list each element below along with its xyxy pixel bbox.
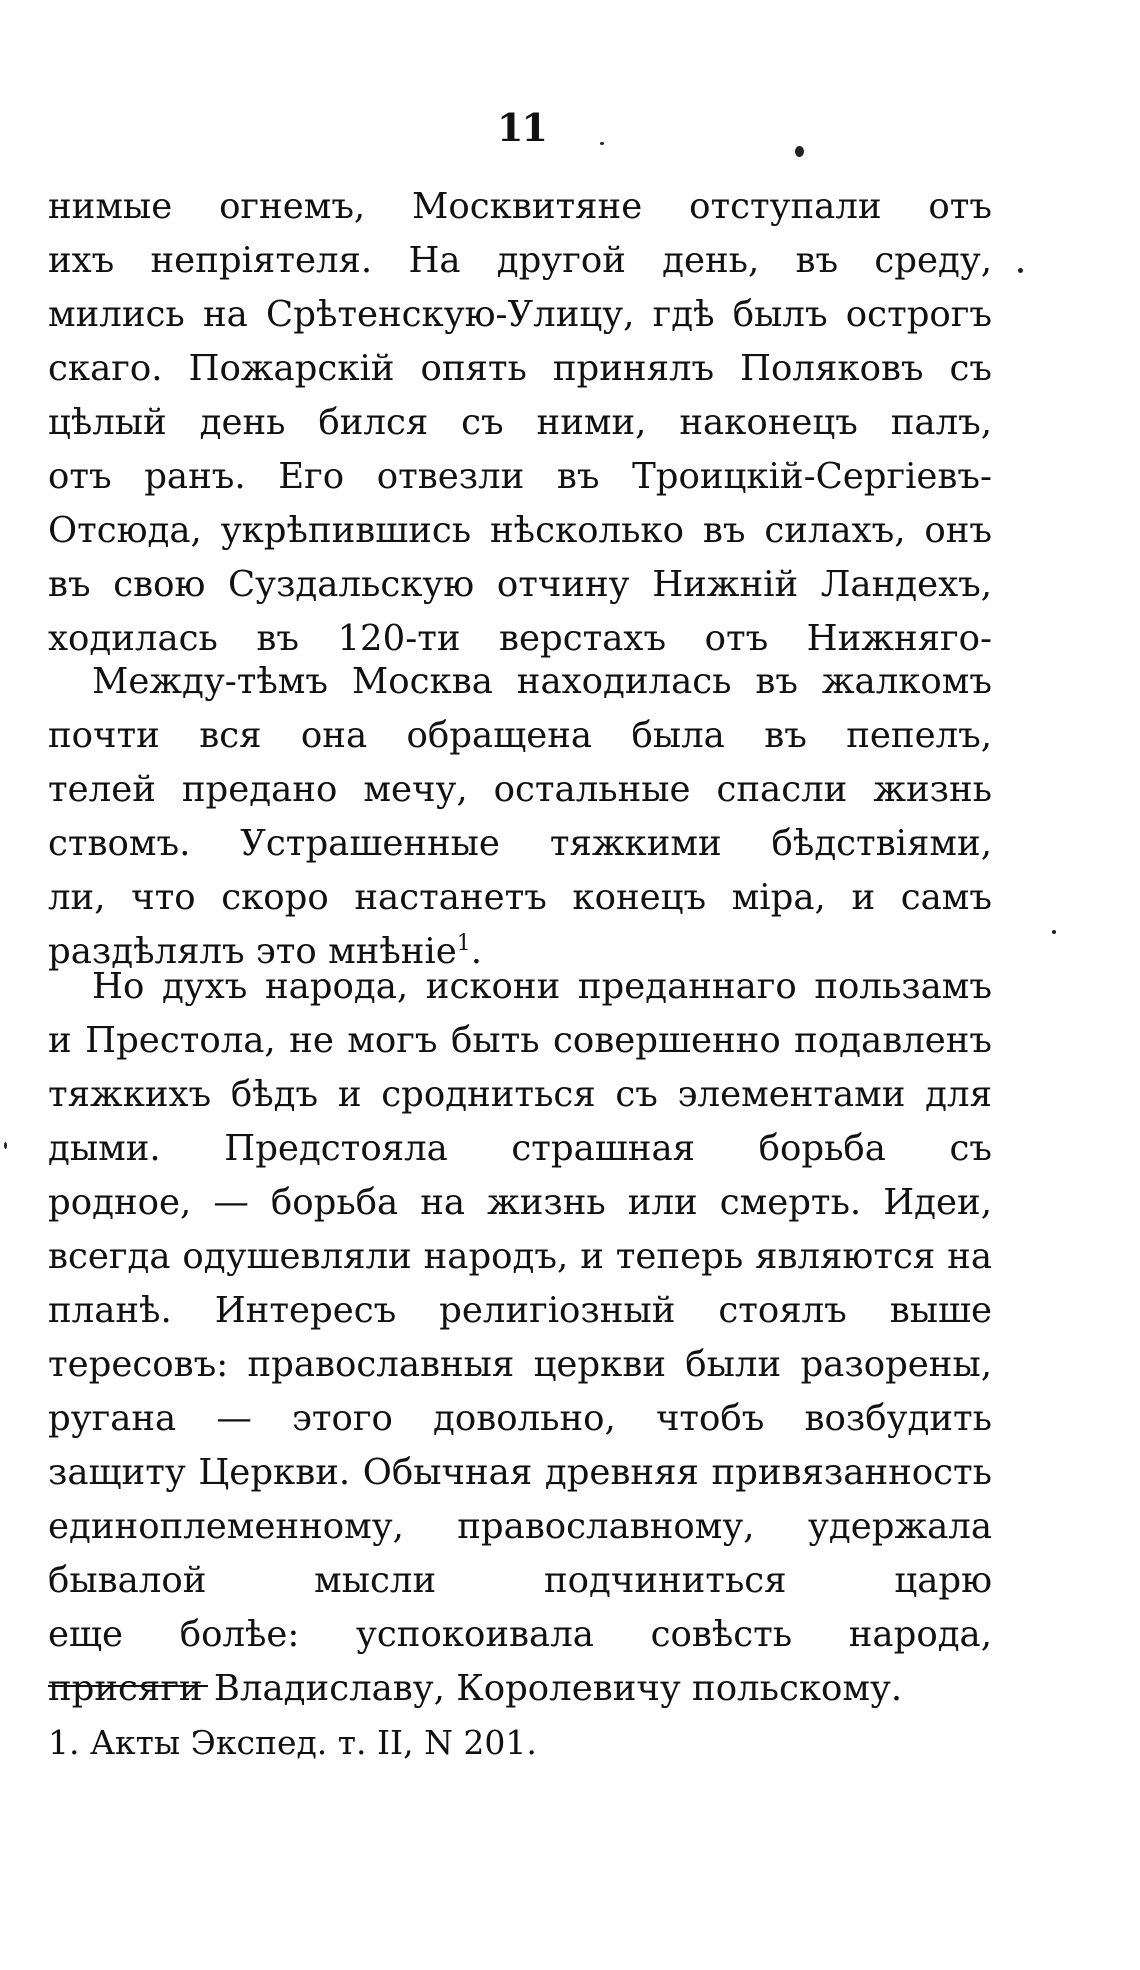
text-line: родное, — борьба на жизнь или смерть. Идеи, <box>48 1182 992 1223</box>
text-line: ходилась въ 120-ти верстахъ отъ Нижняго- <box>48 618 992 659</box>
text-line: скаго. Пожарскій опять принялъ Поляковъ съ <box>48 348 992 389</box>
text-line: въ свою Суздальскую отчину Нижній Ландехъ, <box>48 564 992 605</box>
text-line: Отсюда, укрѣпившись нѣсколько въ силахъ, онъ <box>48 510 992 551</box>
ink-speck <box>1018 268 1023 273</box>
text-line: ихъ непріятеля. На другой день, въ среду, <box>48 240 992 281</box>
text-line: телей предано мечу, остальные спасли жизнь <box>48 769 992 810</box>
footnote-divider <box>48 1685 208 1687</box>
ink-speck <box>600 142 604 145</box>
page-number: 11 <box>497 105 546 150</box>
ink-speck <box>4 1142 7 1149</box>
text-line: почти вся она обращена была въ пепелъ, <box>48 715 992 756</box>
text-line: ругана — этого довольно, чтобъ возбудить <box>48 1398 992 1439</box>
text-line: отъ ранъ. Его отвезли въ Троицкій-Сергіевъ- <box>48 456 992 497</box>
text-line: Между-тѣмъ Москва находилась въ жалкомъ <box>92 661 992 702</box>
text-line: и Престола, не могъ быть совершенно подавленъ <box>48 1020 992 1061</box>
paragraph-1 <box>48 180 992 666</box>
text-line: еще болѣе: успокоивала совѣсть народа, <box>48 1614 992 1655</box>
ink-speck <box>795 146 804 157</box>
text-line: единоплеменному, православному, удержала <box>48 1506 992 1547</box>
text-line: бывалой мысли подчиниться царю <box>48 1560 992 1601</box>
text-line: нимые огнемъ, Москвитяне отступали отъ <box>48 186 992 227</box>
footnote-reference[interactable]: 1 <box>456 931 471 957</box>
text-line: тересовъ: православныя церкви были разорены, <box>48 1344 992 1385</box>
text-line: ли, что скоро настанетъ конецъ міра, и самъ <box>48 877 992 918</box>
text-line: защиту Церкви. Обычная древняя привязанность <box>48 1452 992 1493</box>
text-line: Но духъ народа, искони преданнаго пользамъ <box>92 966 992 1007</box>
text-line: цѣлый день бился съ ними, наконецъ палъ, <box>48 402 992 443</box>
text-line-content: раздѣлялъ это мнѣніе <box>48 931 457 972</box>
ink-speck <box>1052 930 1056 934</box>
text-line: ствомъ. Устрашенные тяжкими бѣдствіями, <box>48 823 992 864</box>
paragraph-2 <box>48 655 992 979</box>
footnote: 1. Акты Экспед. т. II, N 201. <box>48 1723 537 1762</box>
text-line: мились на Срѣтенскую-Улицу, гдѣ былъ острогъ <box>48 294 992 335</box>
text-line: планѣ. Интересъ религіозный стоялъ выше <box>48 1290 992 1331</box>
text-line: тяжкихъ бѣдъ и сродниться съ элементами для <box>48 1074 992 1115</box>
line-end-punctuation: . <box>470 931 483 972</box>
text-line: всегда одушевляли народъ, и теперь являются на <box>48 1236 992 1277</box>
text-line: присяги Владиславу, Королевичу польскому. <box>48 1668 903 1709</box>
text-line: дыми. Предстояла страшная борьба съ <box>48 1128 992 1169</box>
paragraph-3 <box>48 960 992 1716</box>
